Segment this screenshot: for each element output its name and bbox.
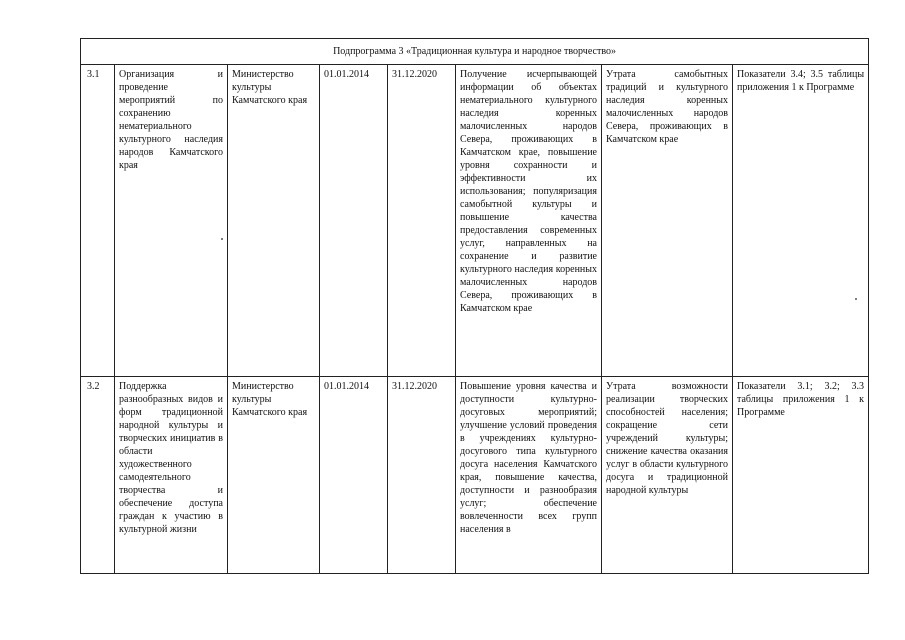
consequences: Утрата возможности реализации творческих способностей населения; сокращение сети учреждений культуры; снижение качества оказания услуг в области культурного досуга и традиционной народной культуры bbox=[602, 377, 733, 574]
row-number: 3.2 bbox=[81, 377, 115, 574]
executor: Министерство культуры Камчатского края bbox=[228, 65, 320, 377]
table-row bbox=[81, 65, 869, 377]
subprogram-header-row bbox=[81, 39, 869, 65]
measure-name: Организация и проведение мероприятий по сохранению нематериального культурного наследия народов Камчатского края bbox=[115, 65, 228, 377]
expected-result: Повышение уровня качества и доступности культурно-досуговых мероприятий; улучшение условий проведения в учреждениях культурно-досугового типа культурного досуга населения Камчатского края, повышение качества, доступности и разнообразия услуг; обеспечение вовлеченности всех групп населения в bbox=[456, 377, 602, 574]
table-row bbox=[81, 377, 869, 574]
measure-name: Поддержка разнообразных видов и форм традиционной народной культуры и творческих инициатив в области художественного самодеятельного творчества и обеспечение доступа граждан к участию в культурной жизни bbox=[115, 377, 228, 574]
end-date: 31.12.2020 bbox=[388, 65, 456, 377]
indicators: Показатели 3.1; 3.2; 3.3 таблицы приложения 1 к Программе bbox=[733, 377, 869, 574]
indicators: Показатели 3.4; 3.5 таблицы приложения 1 к Программе bbox=[733, 65, 869, 377]
program-table bbox=[80, 38, 869, 574]
scan-speck bbox=[221, 238, 223, 240]
end-date: 31.12.2020 bbox=[388, 377, 456, 574]
start-date: 01.01.2014 bbox=[320, 377, 388, 574]
executor: Министерство культуры Камчатского края bbox=[228, 377, 320, 574]
expected-result: Получение исчерпывающей информации об объектах нематериального культурного наследия коренных малочисленных народов Севера, проживающих в Камчатском крае, повышение уровня сохранности и эффективности их использования; популяризация самобытной культуры и повышение качества предоставления современных услуг, направленных на сохранение и развитие культурного наследия коренных малочисленных народов Севера, проживающих в Камчатском крае bbox=[456, 65, 602, 377]
subprogram-title: Подпрограмма 3 «Традиционная культура и народное творчество» bbox=[81, 39, 869, 65]
scan-speck bbox=[855, 298, 857, 300]
row-number: 3.1 bbox=[81, 65, 115, 377]
start-date: 01.01.2014 bbox=[320, 65, 388, 377]
consequences: Утрата самобытных традиций и культурного наследия коренных малочисленных народов Севера, проживающих в Камчатском крае bbox=[602, 65, 733, 377]
